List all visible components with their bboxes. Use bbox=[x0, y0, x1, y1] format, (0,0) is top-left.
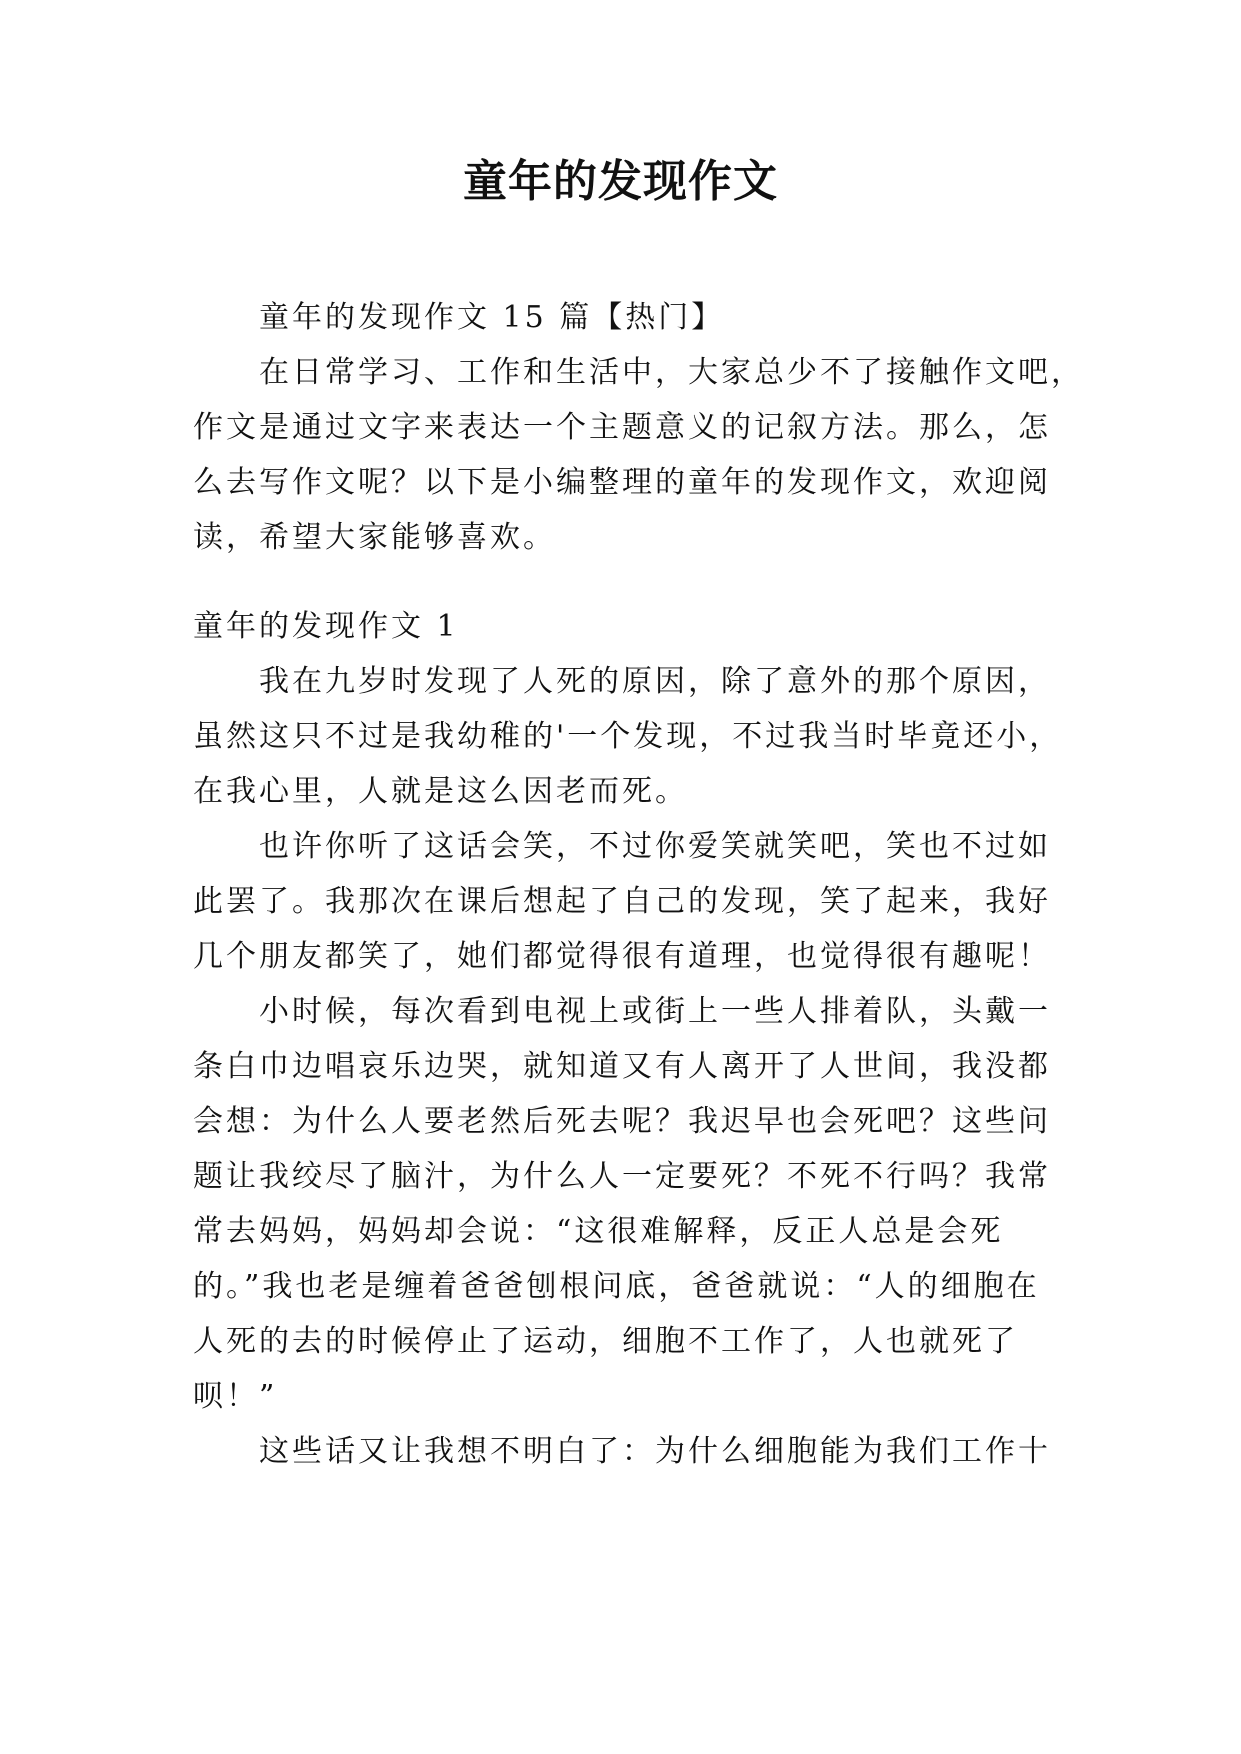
document-subtitle: 童年的发现作文 15 篇【热门】 bbox=[259, 300, 725, 335]
intro-paragraph bbox=[193, 345, 1084, 565]
intro-line: 么去写作文呢？以下是小编整理的童年的发现作文，欢迎阅 bbox=[193, 465, 1051, 500]
essay-paragraph-1 bbox=[193, 654, 1063, 819]
essay-paragraph-2 bbox=[193, 819, 1063, 984]
paragraph-line: 这些话又让我想不明白了：为什么细胞能为我们工作十 bbox=[259, 1434, 1051, 1469]
paragraph-line: 在我心里，人就是这么因老而死。 bbox=[193, 774, 688, 809]
paragraph-line: 人死的去的时候停止了运动，细胞不工作了，人也就死了 bbox=[193, 1324, 1018, 1359]
paragraph-line: 常去妈妈，妈妈却会说：“这很难解释，反正人总是会死 bbox=[193, 1214, 1004, 1249]
paragraph-line: 的。”我也老是缠着爸爸刨根问底，爸爸就说：“人的细胞在 bbox=[193, 1269, 1040, 1304]
intro-line: 读，希望大家能够喜欢。 bbox=[193, 520, 556, 555]
intro-line: 在日常学习、工作和生活中，大家总少不了接触作文吧， bbox=[259, 355, 1084, 390]
section-gap bbox=[193, 565, 1063, 599]
document-body bbox=[193, 290, 1084, 1479]
paragraph-line: 呗！” bbox=[193, 1379, 278, 1414]
paragraph-line: 也许你听了这话会笑，不过你爱笑就笑吧，笑也不过如 bbox=[259, 829, 1051, 864]
essay-heading: 童年的发现作文 1 bbox=[193, 609, 459, 644]
paragraph-line: 虽然这只不过是我幼稚的'一个发现，不过我当时毕竟还小， bbox=[193, 719, 1063, 754]
paragraph-line: 我在九岁时发现了人死的原因，除了意外的那个原因， bbox=[259, 664, 1051, 699]
paragraph-line: 几个朋友都笑了，她们都觉得很有道理，也觉得很有趣呢！ bbox=[193, 939, 1051, 974]
essay-paragraph-3 bbox=[193, 984, 1063, 1424]
document-title: 童年的发现作文 bbox=[463, 156, 778, 207]
paragraph-line: 条白巾边唱哀乐边哭，就知道又有人离开了人世间，我没都 bbox=[193, 1049, 1051, 1084]
paragraph-line: 会想：为什么人要老然后死去呢？我迟早也会死吧？这些问 bbox=[193, 1104, 1051, 1139]
paragraph-line: 小时候，每次看到电视上或街上一些人排着队，头戴一 bbox=[259, 994, 1051, 1029]
paragraph-line: 此罢了。我那次在课后想起了自己的发现，笑了起来，我好 bbox=[193, 884, 1051, 919]
essay-paragraph-4 bbox=[193, 1424, 1063, 1479]
intro-line: 作文是通过文字来表达一个主题意义的记叙方法。那么，怎 bbox=[193, 410, 1051, 445]
paragraph-line: 题让我绞尽了脑汁，为什么人一定要死？不死不行吗？我常 bbox=[193, 1159, 1051, 1194]
